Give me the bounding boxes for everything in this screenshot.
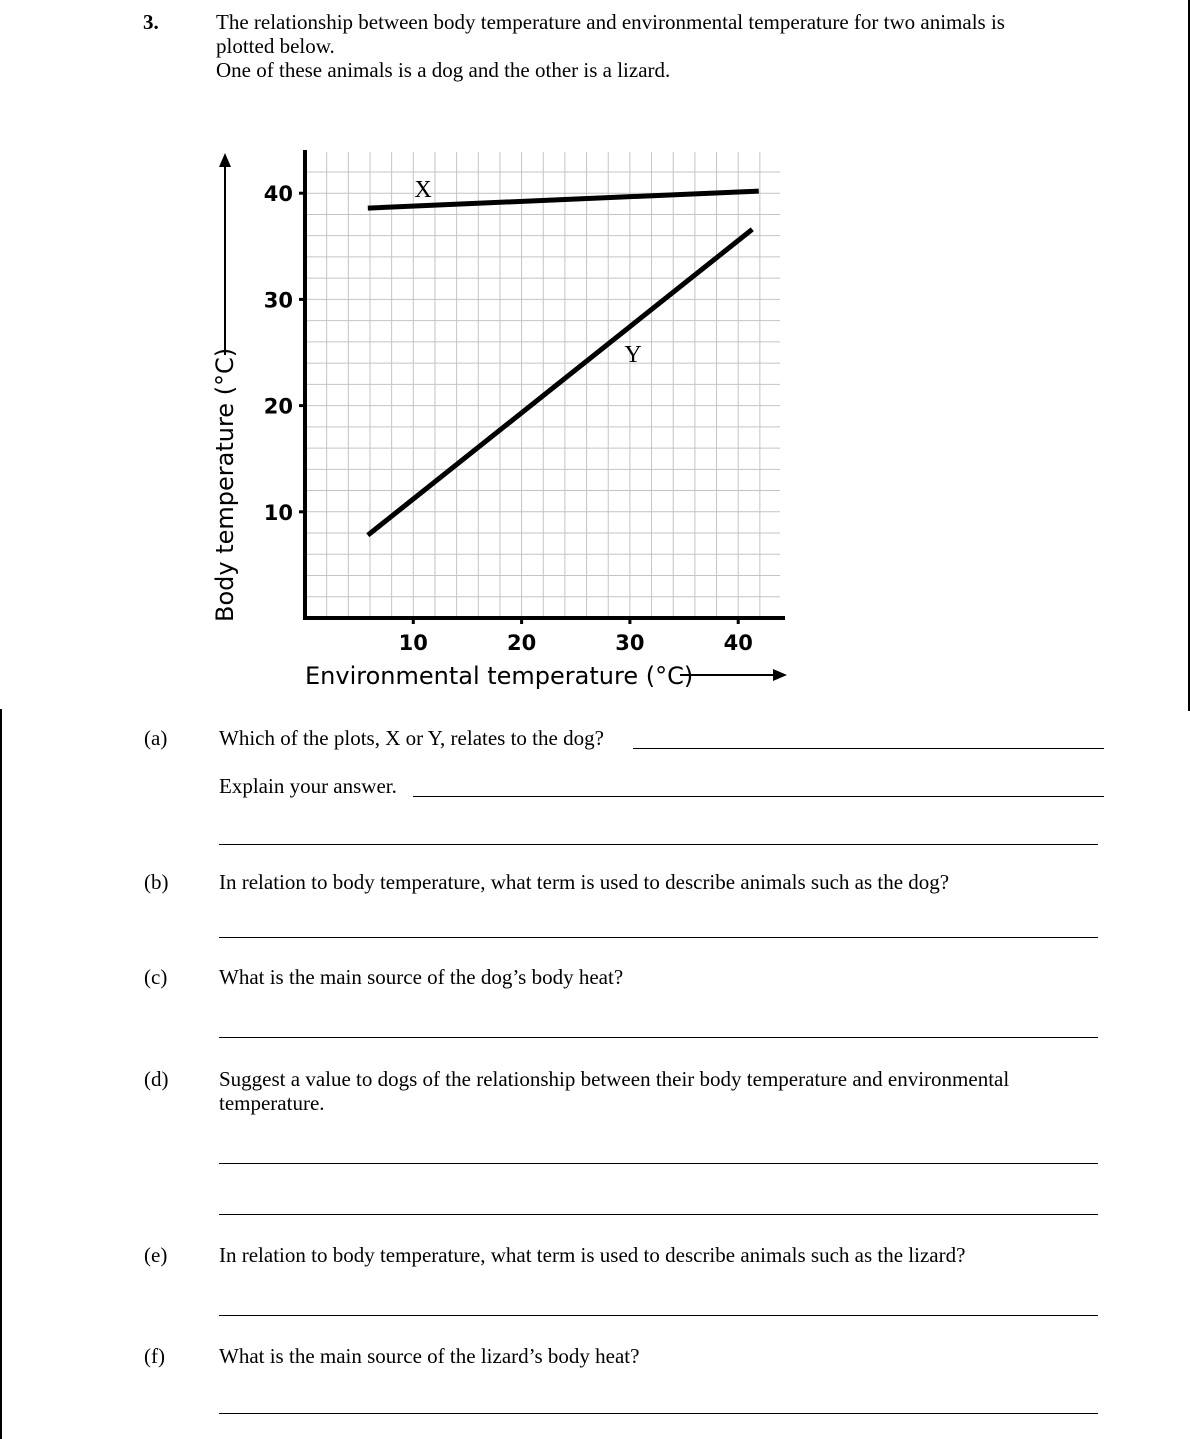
part-a-answer-line[interactable] <box>633 748 1104 749</box>
part-d-question-line-2: temperature. <box>219 1091 325 1115</box>
part-c-answer-line[interactable] <box>219 1037 1098 1038</box>
x-tick-label: 10 <box>398 631 428 655</box>
question-intro-line-2: plotted below. <box>216 34 335 58</box>
series-label-x: X <box>414 177 432 203</box>
temperature-chart <box>0 0 1190 700</box>
y-tick-label: 30 <box>263 288 293 313</box>
part-f-answer-line[interactable] <box>219 1413 1098 1414</box>
part-e-label: (e) <box>144 1243 168 1267</box>
chart-series <box>368 177 759 535</box>
y-tick-label: 20 <box>263 394 293 419</box>
x-tick-label: 20 <box>506 631 537 655</box>
series-label-y: Y <box>624 342 642 368</box>
y-tick-label: 10 <box>263 500 293 525</box>
x-tick-label: 30 <box>615 631 645 655</box>
chart-axes <box>219 150 787 681</box>
x-axis-label: Environmental temperature (°C) <box>305 662 694 690</box>
part-d-label: (d) <box>144 1067 169 1091</box>
part-d-answer-line-1[interactable] <box>219 1163 1098 1164</box>
part-a-question: Which of the plots, X or Y, relates to the dog? <box>219 726 604 750</box>
part-a-explain-line-1[interactable] <box>413 796 1104 797</box>
part-b-label: (b) <box>144 870 169 894</box>
chart-ticks <box>264 182 753 655</box>
part-e-answer-line[interactable] <box>219 1315 1098 1316</box>
part-a-followup: Explain your answer. <box>219 774 397 798</box>
y-tick-label: 40 <box>263 182 293 207</box>
part-b-answer-line[interactable] <box>219 937 1098 938</box>
question-number: 3. <box>143 10 159 34</box>
chart-grid <box>305 152 780 618</box>
part-e-question: In relation to body temperature, what term is used to describe animals such as the lizard? <box>219 1243 966 1267</box>
part-f-question: What is the main source of the lizard’s body heat? <box>219 1344 640 1368</box>
y-axis-arrow-icon <box>219 153 231 167</box>
question-intro-line-1: The relationship between body temperature and environmental temperature for two animals is <box>216 10 1005 34</box>
left-margin-line <box>0 709 2 1439</box>
part-c-question: What is the main source of the dog’s body heat? <box>219 965 624 989</box>
part-a-label: (a) <box>144 726 168 750</box>
question-intro-line-3: One of these animals is a dog and the other is a lizard. <box>216 58 671 82</box>
part-b-question: In relation to body temperature, what term is used to describe animals such as the dog? <box>219 870 950 894</box>
part-a-explain-line-2[interactable] <box>219 844 1098 845</box>
x-tick-label: 40 <box>723 631 753 655</box>
y-axis-label: Body temperature (°C) <box>211 347 239 622</box>
part-f-label: (f) <box>144 1344 165 1368</box>
part-d-answer-line-2[interactable] <box>219 1214 1098 1215</box>
part-c-label: (c) <box>144 965 168 989</box>
part-d-question-line-1: Suggest a value to dogs of the relationship between their body temperature and environmental <box>219 1067 1010 1091</box>
x-axis-arrow-icon <box>773 669 787 681</box>
